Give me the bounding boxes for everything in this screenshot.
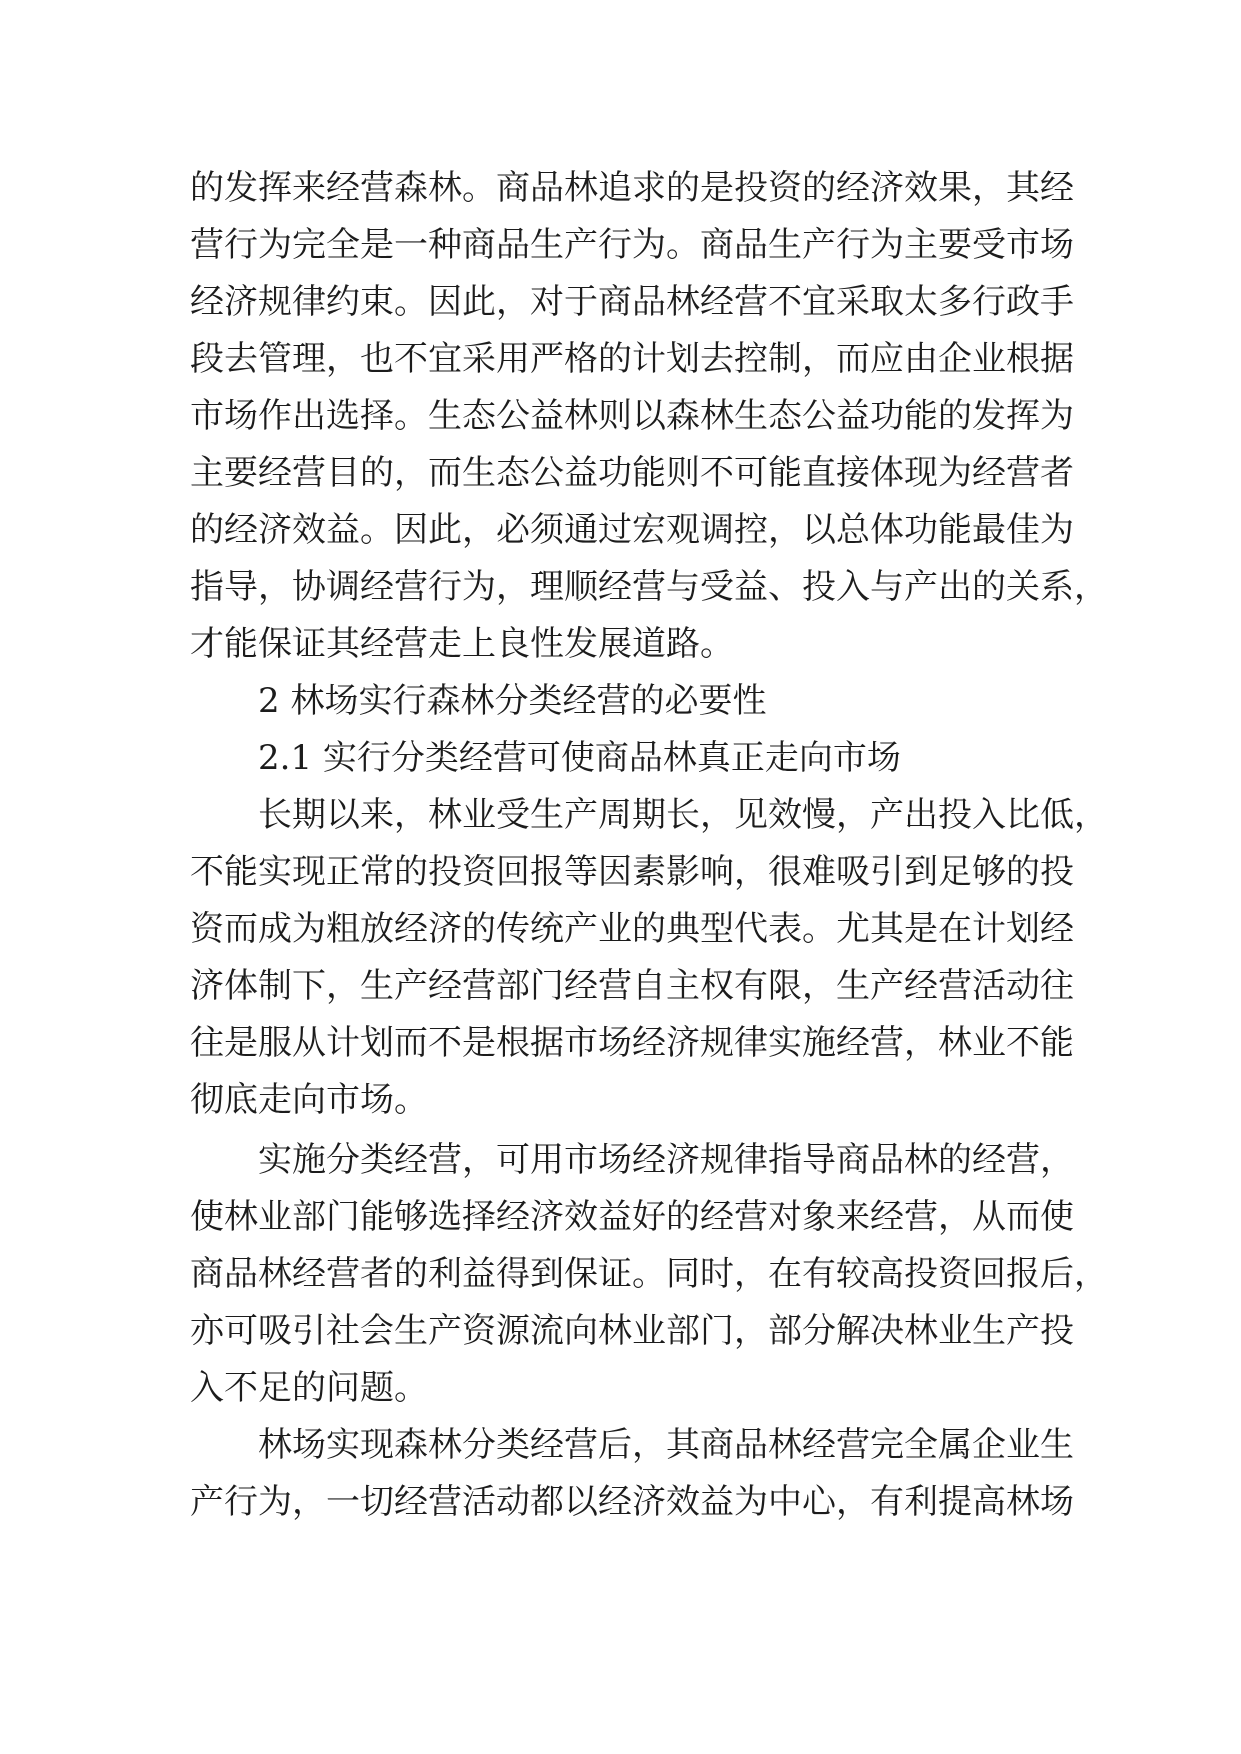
text-line: 入不足的问题。 — [190, 1368, 428, 1408]
text-line: 主要经营目的，而生态公益功能则不可能直接体现为经营者 — [190, 453, 1074, 493]
heading-text: 2.1 实行分类经营可使商品林真正走向市场 — [258, 738, 901, 778]
text-line: 段去管理，也不宜采用严格的计划去控制，而应由企业根据 — [190, 339, 1074, 379]
text-line: 市场作出选择。生态公益林则以森林生态公益功能的发挥为 — [190, 396, 1074, 436]
text-line: 的发挥来经营森林。商品林追求的是投资的经济效果，其经 — [190, 168, 1074, 208]
section-heading — [190, 673, 1060, 730]
text-line: 不能实现正常的投资回报等因素影响，很难吸引到足够的投 — [190, 852, 1074, 892]
text-line: 资而成为粗放经济的传统产业的典型代表。尤其是在计划经 — [190, 909, 1074, 949]
body-text — [190, 160, 1108, 1531]
text-line: 产行为，一切经营活动都以经济效益为中心，有利提高林场 — [190, 1482, 1074, 1522]
subsection-heading — [190, 730, 1060, 787]
paragraph — [190, 1417, 1074, 1531]
text-line: 营行为完全是一种商品生产行为。商品生产行为主要受市场 — [190, 225, 1074, 265]
text-line: 长期以来，林业受生产周期长，见效慢，产出投入比低， — [258, 795, 1108, 835]
text-line: 林场实现森林分类经营后，其商品林经营完全属企业生 — [258, 1425, 1074, 1465]
text-line: 商品林经营者的利益得到保证。同时，在有较高投资回报后， — [190, 1254, 1108, 1294]
text-line: 使林业部门能够选择经济效益好的经营对象来经营，从而使 — [190, 1197, 1074, 1237]
paragraph — [190, 787, 1108, 1129]
paragraph — [190, 1132, 1108, 1417]
paragraph — [190, 160, 1108, 673]
text-line: 指导，协调经营行为，理顺经营与受益、投入与产出的关系， — [190, 567, 1108, 607]
text-line: 经济规律约束。因此，对于商品林经营不宜采取太多行政手 — [190, 282, 1074, 322]
text-line: 往是服从计划而不是根据市场经济规律实施经营，林业不能 — [190, 1023, 1074, 1063]
text-line: 才能保证其经营走上良性发展道路。 — [190, 624, 734, 664]
text-line: 济体制下，生产经营部门经营自主权有限，生产经营活动往 — [190, 966, 1074, 1006]
text-line: 的经济效益。因此，必须通过宏观调控，以总体功能最佳为 — [190, 510, 1074, 550]
text-line: 亦可吸引社会生产资源流向林业部门，部分解决林业生产投 — [190, 1311, 1074, 1351]
heading-text: 2 林场实行森林分类经营的必要性 — [258, 681, 767, 721]
text-line: 实施分类经营，可用市场经济规律指导商品林的经营， — [258, 1140, 1074, 1180]
text-line: 彻底走向市场。 — [190, 1080, 428, 1120]
